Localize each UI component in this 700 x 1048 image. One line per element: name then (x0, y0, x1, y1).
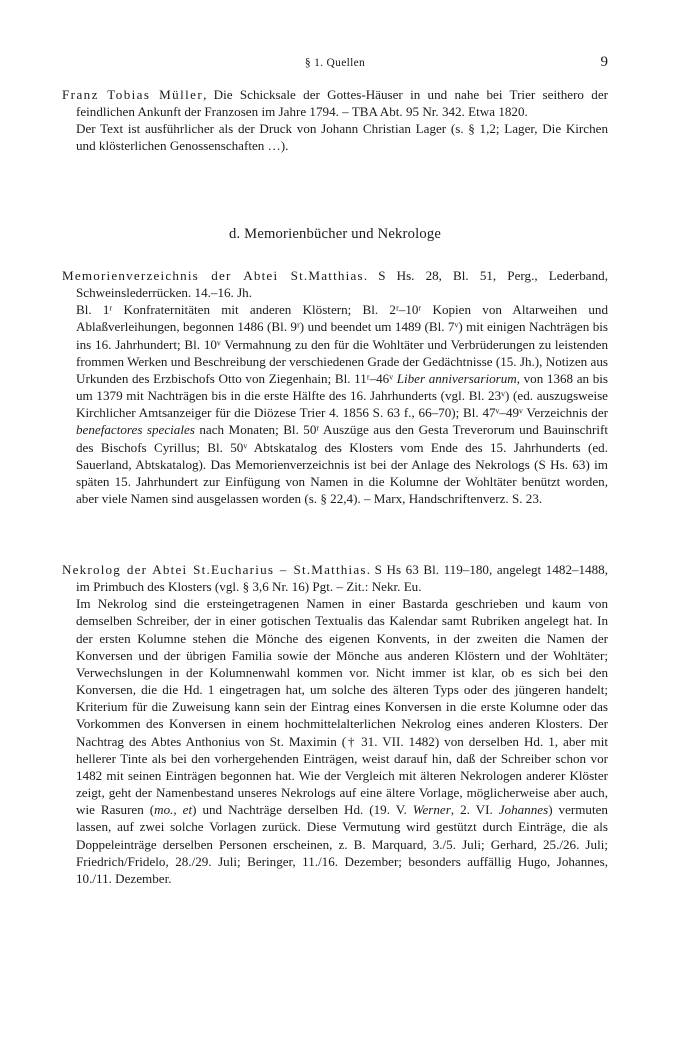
entry-nekrolog (62, 561, 608, 887)
entry-mueller (62, 86, 608, 155)
italic-title: benefactores speciales (76, 422, 195, 438)
author-name: Franz Tobias Müller (62, 87, 204, 102)
italic-text: mo., et (154, 802, 193, 818)
entry-memorienverzeichnis (62, 267, 608, 507)
italic-text: Johannes (498, 802, 549, 818)
running-header (62, 56, 608, 72)
italic-text: Werner (412, 802, 451, 818)
citation-text: . S Hs. 28, Bl. 51, Perg., Lederband, Schweinslederrücken. 14.–16. Jh. (76, 268, 608, 301)
body-text: nach Monaten; Bl. 50ʳ Auszüge aus den Gesta Treverorum und Bauinschrift des Bischofs Cyrillus; Bl. 50ᵛ Abtskatalog des Klosters vom Ende des 15. Jahrhunderts (ed. Sauerland, Abtskatalog). Das Memorienverzeichnis ist bei der Anlage des Nekrologs (S Hs. 63) im späten 15. Jahrhundert zur Einfügung von Namen in die Kolumne der Wohltäter benützt worden, aber viele Namen sind ausgelassen worden (s. § 22,4). – Marx, Handschriftenverz. S. 23. (76, 422, 608, 507)
body-text: , von 1368 an bis um 1379 mit Nachträgen bis in die erste Hälfte des 16. Jahrhunderts (vgl. Bl. 23ᵛ) (ed. auszugsweise Kirchlicher Amtsanzeiger für die Diözese Trier 4. 1856 S. 63 f., 66–70); Bl. 47ᵛ–49ᵛ Verzeichnis der (76, 370, 608, 421)
entry-title: Nekrolog der Abtei St.Eucharius – St.Matthias (62, 562, 367, 577)
section-heading: d. Memorienbücher und Nekrologe (228, 226, 442, 242)
entry-title: Memorienverzeichnis der Abtei St.Matthias (62, 268, 364, 283)
body-text: Im Nekrolog sind die ersteingetragenen Namen in einer Bastarda geschrieben und kaum von demselben Schreiber, der in einer gotischen Textualis das Kalendar samt Rubriken angelegt hat. In der ersten Kolumne stehen die Mönche des eigenen Konvents, in der zweiten die Namen der Konversen und der übrigen Familia sowie der Mönche aus anderen Klöstern und der Wohltäter; Verwechslungen in der Kolumnenwahl kommen vor. Nicht immer ist klar, ob es sich bei den Konversen, die die Hd. 1 eingetragen hat, um solche des älteren Typs oder des jüngeren handelt; Kriterium für die Zuweisung kann sein der Eintrag eines Konversen in die erste Kolumne oder das Vorkommen des Konversen in einem hochmittelalterlichen Nekrolog eines anderen Klosters. Der Nachtrag des Abtes Anthonius von St. Maximin († 31. VII. 1482) von derselben Hd. 1, aber mit hellerer Tinte als bei den vorhergehenden Einträgen, weist darauf hin, daß der Schreiber schon vor 1482 mit seinen Einträgen begonnen hat. Wie der Vergleich mit älteren Nekrologen anderer Klöster zeigt, geht der Namenbestand unseres Nekrologs auf eine ältere Vorlage, möglicherweise aber auch, wie Rasuren ( (76, 596, 608, 818)
entry-nekrolog-body (62, 595, 608, 887)
running-title: § 1. Quellen (304, 57, 366, 69)
italic-title: Liber anniversariorum (396, 370, 517, 386)
citation-text: . S Hs 63 Bl. 119–180, angelegt 1482–1488, im Primbuch des Klosters (vgl. § 3,6 Nr. 16) Pgt. – Zit.: Nekr. Eu. (76, 562, 609, 595)
page-number: 9 (600, 54, 608, 70)
entry-nekrolog-citation (62, 561, 608, 595)
entry-memorien-citation (62, 267, 608, 301)
body-text: Bl. 1ʳ Konfraternitäten mit anderen Klöstern; Bl. 2ʳ–10ʳ Kopien von Altarweihen und Ablaßverleihungen, begonnen 1486 (Bl. 9ʳ) und beendet um 1489 (Bl. 7ᵛ) mit einigen Nachträgen bis ins 16. Jahrhundert; Bl. 10ᵛ Vermahnung zu den für die Wohltäter und Verbrüderungen zu leistenden frommen Werken und Beschreibung der verschiedenen Grade der Gedächtnisse (15. Jh.), Notizen aus Urkunden des Erzbischofs Otto von Ziegenhain; Bl. 11ʳ–46ᵛ (76, 302, 608, 386)
citation-text: , Die Schicksale der Gottes-Häuser in und nahe bei Trier seithero der feindlichen Ankunft der Franzosen im Jahre 1794. – TBA Abt. 95 Nr. 342. Etwa 1820. (76, 87, 608, 120)
body-text: , 2. VI. (450, 802, 499, 818)
body-text: ) und Nachträge derselben Hd. (19. V. (192, 802, 413, 818)
entry-mueller-note: Der Text ist ausführlicher als der Druck von Johann Christian Lager (s. § 1,2; Lager, Die Kirchen und klösterlichen Genossenschaften …). (76, 121, 608, 154)
entry-mueller-citation (62, 86, 608, 120)
entry-memorien-body (62, 301, 608, 507)
body-text: ) vermuten lassen, auf zwei solche Vorlagen zurück. Diese Vermutung wird gestützt durch Einträge, die als Doppeleinträge derselben Personen erscheinen, z. B. Marquard, 3./5. Juli; Gerhard, 25./26. Juli; Friedrich/Fridelo, 28./29. Juli; Beringer, 11./16. Dezember; besonders auffällig Hugo, Johannes, 10./11. Dezember. (76, 802, 608, 886)
